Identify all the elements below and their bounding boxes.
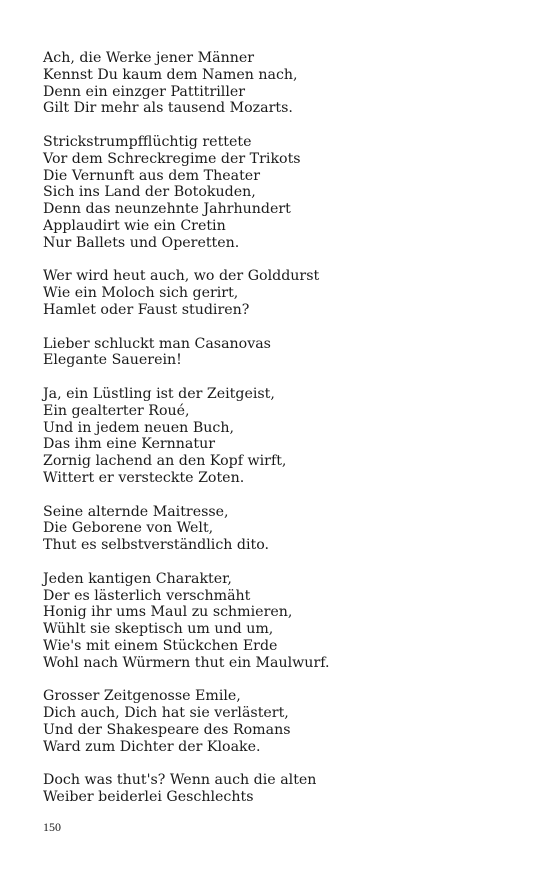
stanza	[43, 571, 513, 672]
poem-line: Wühlt sie skeptisch um und um,	[43, 621, 274, 638]
poem-line: Kennst Du kaum dem Namen nach,	[43, 66, 298, 83]
poem-line: Das ihm eine Kernnatur	[43, 436, 215, 453]
stanza	[43, 772, 513, 806]
poem-line: Sich ins Land der Botokuden,	[43, 184, 256, 201]
poem-line: Die Vernunft aus dem Theater	[43, 167, 260, 184]
stanza	[43, 386, 513, 487]
poem-line: Ja, ein Lüstling ist der Zeitgeist,	[43, 385, 275, 402]
poem-line: Strickstrumpfflüchtig rettete	[43, 133, 252, 150]
poem-line: Nur Ballets und Operetten.	[43, 234, 240, 251]
poem-line: Grosser Zeitgenosse Emile,	[43, 688, 241, 705]
poem-line: Jeden kantigen Charakter,	[43, 570, 232, 587]
page-number: 150	[43, 820, 61, 834]
poem-line: Applaudirt wie ein Cretin	[43, 217, 226, 234]
poem-line: Denn das neunzehnte Jahrhundert	[43, 201, 291, 218]
poem-line: Ein gealterter Roué,	[43, 402, 190, 419]
poem-line: Und in jedem neuen Buch,	[43, 419, 234, 436]
poem-line: Wittert er versteckte Zoten.	[43, 469, 245, 486]
poem-line: Ach, die Werke jener Männer	[43, 50, 255, 66]
stanza	[43, 336, 513, 370]
poem-line: Lieber schluckt man Casanovas	[43, 335, 271, 352]
stanza	[43, 134, 513, 252]
poem-line: Ward zum Dichter der Kloake.	[43, 738, 261, 755]
poem-line: Die Geborene von Welt,	[43, 520, 214, 537]
poem-line: Thut es selbstverständlich dito.	[43, 537, 270, 554]
poem-line: Hamlet oder Faust studiren?	[43, 301, 250, 318]
poem-line: Wohl nach Würmern thut ein Maulwurf.	[43, 654, 330, 671]
poem-line: Dich auch, Dich hat sie verlästert,	[43, 705, 289, 722]
stanza	[43, 50, 513, 117]
stanza	[43, 688, 513, 755]
poem-line: Wie's mit einem Stückchen Erde	[43, 637, 278, 654]
poem-line: Weiber beiderlei Geschlechts	[43, 789, 254, 806]
poem-line: Und der Shakespeare des Romans	[43, 721, 291, 738]
poem-line: Elegante Sauerein!	[43, 352, 182, 369]
poem-text	[43, 50, 513, 823]
poem-line: Wie ein Moloch sich gerirt,	[43, 285, 239, 302]
poem-line: Der es lästerlich verschmäht	[43, 587, 251, 604]
poem-line: Seine alternde Maitresse,	[43, 503, 229, 520]
poem-line: Zornig lachend an den Kopf wirft,	[43, 453, 287, 470]
poem-line: Honig ihr ums Maul zu schmieren,	[43, 604, 293, 621]
poem-line: Gilt Dir mehr als tausend Mozarts.	[43, 100, 293, 117]
stanza	[43, 268, 513, 318]
poem-line: Wer wird heut auch, wo der Golddurst	[43, 268, 320, 285]
poem-line: Denn ein einzger Pattitriller	[43, 83, 246, 100]
poem-line: Doch was thut's? Wenn auch die alten	[43, 772, 317, 789]
stanza	[43, 504, 513, 554]
poem-line: Vor dem Schreckregime der Trikots	[43, 150, 301, 167]
